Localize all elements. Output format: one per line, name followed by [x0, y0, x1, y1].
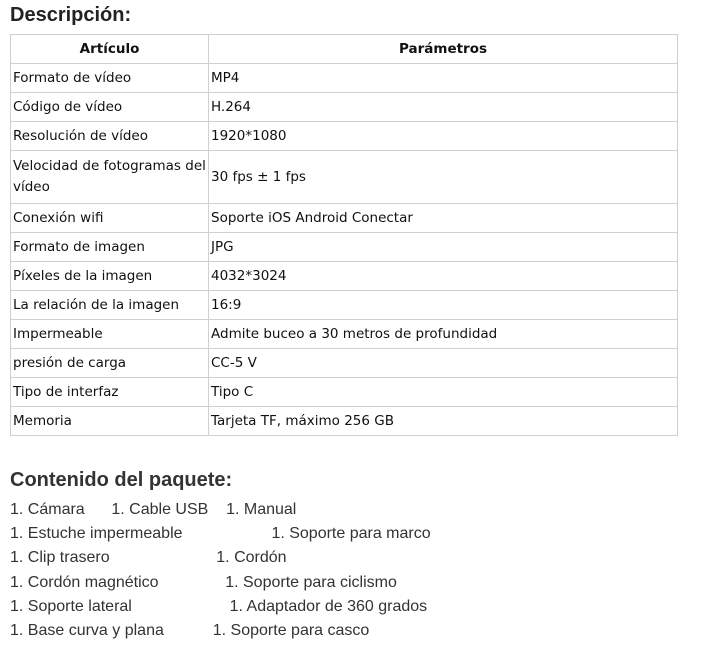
row-label: Formato de imagen: [11, 233, 209, 262]
row-value: 30 fps ± 1 fps: [209, 151, 678, 204]
header-parameters: Parámetros: [209, 35, 678, 64]
row-label: Conexión wifi: [11, 204, 209, 233]
row-label: Impermeable: [11, 320, 209, 349]
table-row: [11, 378, 678, 407]
table-row: [11, 320, 678, 349]
header-article: Artículo: [11, 35, 209, 64]
list-item: 1. Base curva y plana 1. Soporte para casco: [10, 621, 370, 639]
table-row: [11, 122, 678, 151]
table-row: [11, 291, 678, 320]
row-value: Admite buceo a 30 metros de profundidad: [209, 320, 678, 349]
row-label: Velocidad de fotogramas del vídeo: [11, 151, 209, 204]
list-item: 1. Clip trasero 1. Cordón: [10, 549, 287, 567]
row-value: JPG: [209, 233, 678, 262]
row-value: Tarjeta TF, máximo 256 GB: [209, 407, 678, 436]
row-label: Memoria: [11, 407, 209, 436]
row-value: H.264: [209, 93, 678, 122]
row-value: Soporte iOS Android Conectar: [209, 204, 678, 233]
table-row: [11, 233, 678, 262]
row-label: La relación de la imagen: [11, 291, 209, 320]
row-label: Píxeles de la imagen: [11, 262, 209, 291]
table-header-row: [11, 35, 678, 64]
row-value: 16:9: [209, 291, 678, 320]
table-row: [11, 262, 678, 291]
list-item: 1. Cordón magnético 1. Soporte para ciclismo: [10, 573, 397, 591]
row-label: Código de vídeo: [11, 93, 209, 122]
table-row: [11, 151, 678, 204]
row-value: Tipo C: [209, 378, 678, 407]
description-title: Descripción:: [10, 4, 132, 26]
list-item: 1. Cámara 1. Cable USB 1. Manual: [10, 501, 297, 518]
row-value: CC-5 V: [209, 349, 678, 378]
row-label: presión de carga: [11, 349, 209, 378]
specifications-table: [10, 34, 678, 436]
package-contents-list: [10, 500, 431, 645]
row-value: MP4: [209, 64, 678, 93]
list-item: 1. Soporte lateral 1. Adaptador de 360 grados: [10, 597, 428, 615]
row-value: 4032*3024: [209, 262, 678, 291]
table-row: [11, 64, 678, 93]
list-item: 1. Estuche impermeable 1. Soporte para marco: [10, 525, 431, 543]
table-row: [11, 407, 678, 436]
row-value: 1920*1080: [209, 122, 678, 151]
row-label: Formato de vídeo: [11, 64, 209, 93]
row-label: Tipo de interfaz: [11, 378, 209, 407]
table-row: [11, 349, 678, 378]
row-label: Resolución de vídeo: [11, 122, 209, 151]
table-row: [11, 93, 678, 122]
package-contents-title: Contenido del paquete:: [10, 469, 233, 491]
table-row: [11, 204, 678, 233]
